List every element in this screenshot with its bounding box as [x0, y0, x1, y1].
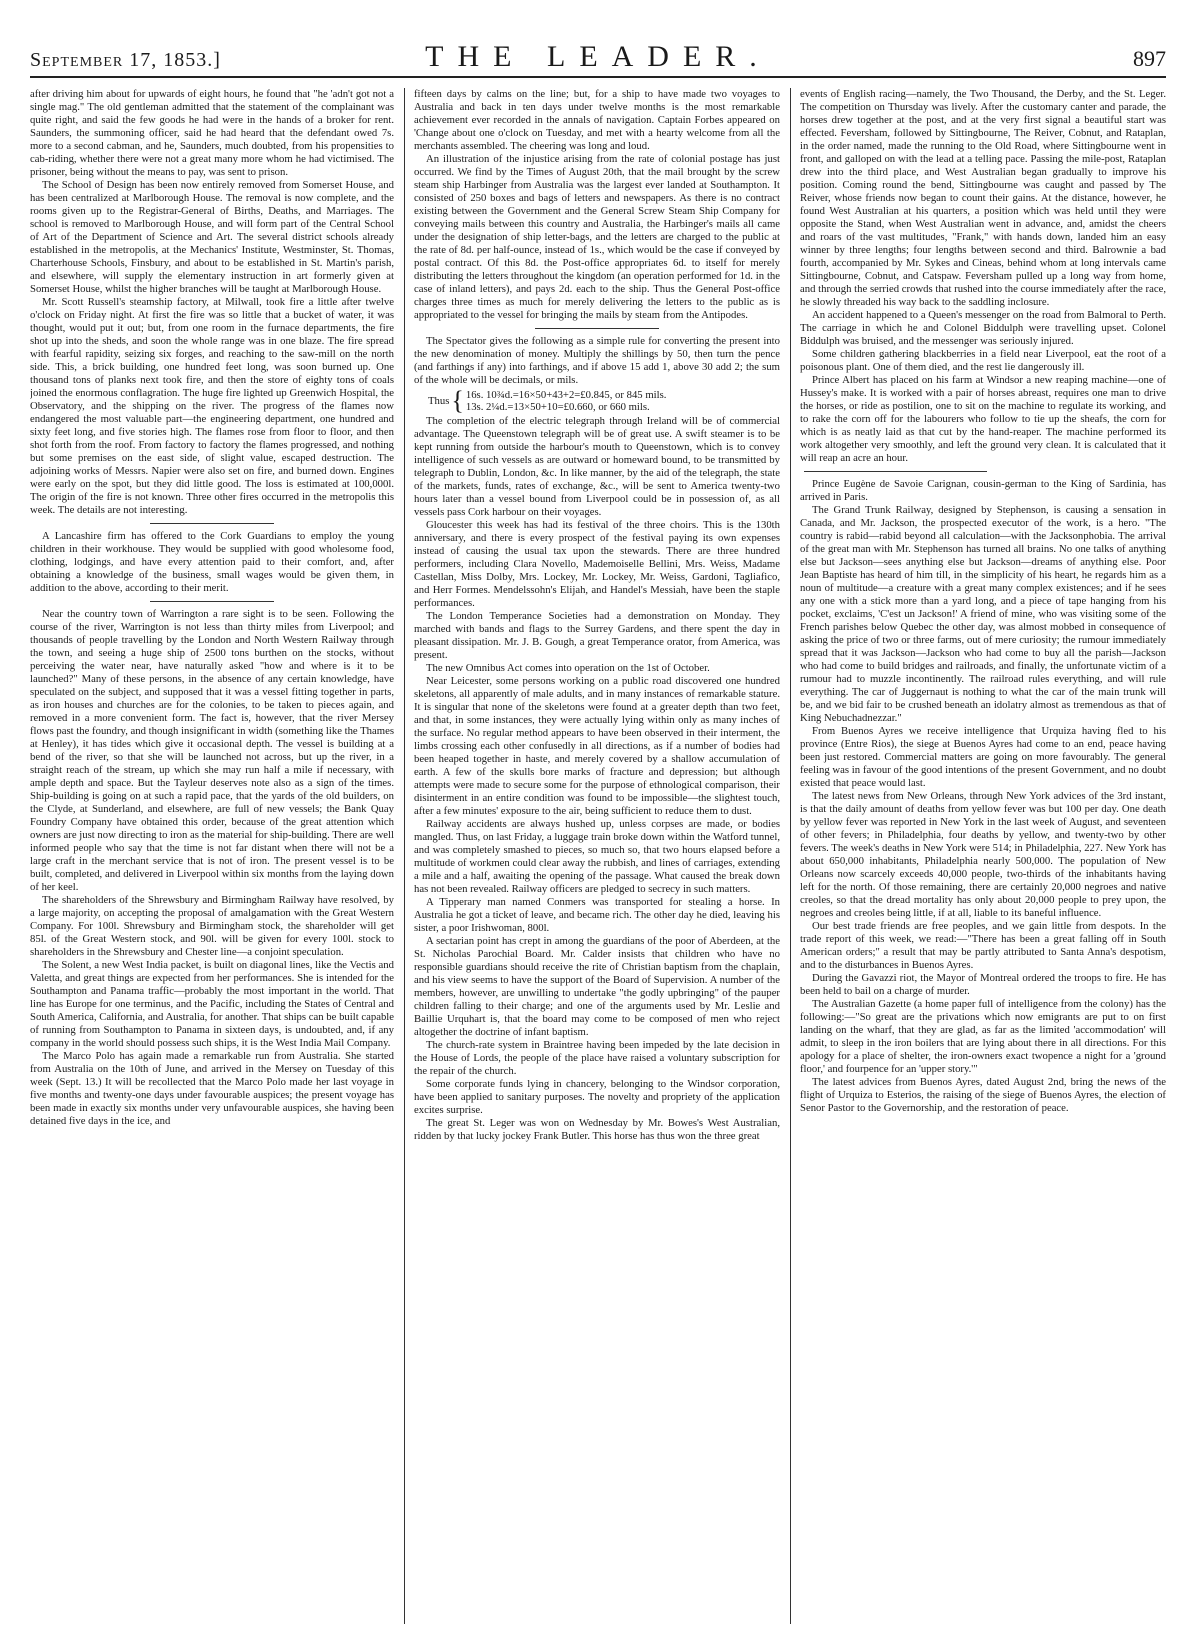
- article-paragraph: fifteen days by calms on the line; but, for a ship to have made two voyages to Australia and back in ten days under twelve months is the most remarkable achievement ever recorded in the annals of navigation. Captain Forbes appeared on 'Change about one o'clock on Tuesday, and met with a hearty welcome from all the merchants assembled. The cheering was long and loud.: [414, 88, 780, 152]
- column-rule: [404, 88, 405, 1624]
- article-paragraph: An illustration of the injustice arising from the rate of colonial postage has just occurred. We find by the Times of August 20th, that the mail brought by the screw steam ship Harbinger from Australia was the largest ever landed at Southampton. It consisted of 250 boxes and bags of letters and newspapers. As there is no contract existing between the Government and the General Screw Steam Ship Company for conveying mails between this country and Australia, the Harbinger's mails all came under the designation of ship letter-bags, and the letters are charged to the public at the rate of 8d. per half-ounce, instead of 1s., which would be the case if conveyed by postal contract. Of this 8d. the Post-office appropriates 6d. to itself for merely distributing the letters throughout the kingdom (an operation performed for 1d. in the case of inland letters), and pays 2d. each to the ship. Thus the General Post-office charges three times as much for merely delivering the letters to the public as is appropriated to the vessel for bringing the mails by steam from the Antipodes.: [414, 153, 780, 321]
- page-number: 897: [1133, 46, 1166, 71]
- article-paragraph: The Grand Trunk Railway, designed by Stephenson, is causing a sensation in Canada, and Mr. Jackson, the prospected executor of the work, is a hero. "The country is rabid—rabid beyond all calculation—with the Jacksonphobia. The arrival of the great man with Mr. Stephenson has turned all brains. No one talks of anything else but Jackson—sees anything else but Jackson—dreams of anything else. Poor Jean Baptiste has heard of him till, in the simplicity of his heart, he regards him as a noun of multitude—a creature with a great many complex existences; and if he sees any one with a stick more than a yard long, and a piece of tape hanging from his pocket, exclaims, 'C'est un Jackson!' A friend of mine, who was visiting some of the French parishes below Quebec the other day, was almost mobbed in consequence of asking the price of two or three farms, out of mere curiosity; the rumour immediately spread that it was Jackson—Jackson who had come to buy all the parish—Jackson who had come to build bridges and railroads, and finally, the unfortunate victim of a rumour had to muzzle incontinently. The railroad rules everything, and will rule everything. The car of Juggernaut is nothing to what the car of the main trunk will be, and we bid fair to be crushed beneath an idolatry almost as tremendous as that of King Nebuchadnezzar.": [800, 504, 1166, 724]
- page-header: [30, 40, 1166, 78]
- formula-label: Thus: [428, 394, 450, 407]
- section-divider: [535, 328, 659, 329]
- formula-lines: [466, 389, 667, 413]
- article-paragraph: An accident happened to a Queen's messenger on the road from Balmoral to Perth. The carriage in which he and Colonel Biddulph were travelling upset. Colonel Biddulph was bruised, and the messenger was seriously injured.: [800, 309, 1166, 347]
- section-divider: [150, 601, 274, 602]
- section-divider: [804, 471, 987, 472]
- article-paragraph: The London Temperance Societies had a demonstration on Monday. They marched with bands and flags to the Surrey Gardens, and there spent the day in pleasant dissipation. Mr. J. B. Gough, a great Temperance orator, from America, was present.: [414, 610, 780, 661]
- article-paragraph: Near Leicester, some persons working on a public road discovered one hundred skeletons, all apparently of male adults, and in many instances of remarkable stature. It is singular that none of the skeletons were found at a greater depth than two feet, and that, in some instances, they were actually lying within only as many inches of the surface. No regular method appears to have been observed in their interment, the limbs crossing each other confusedly in all directions, as if a number of bodies had been heaped together in haste, and merely covered by a shallow accumulation of earth. A few of the skulls bore marks of fracture and depression; but although attempts were made to secure some for the purpose of ethnological comparison, their disinterment in an entire condition was found to be impossible—the slightest touch, after a few minutes' exposure to the air, being sufficient to reduce them to dust.: [414, 675, 780, 817]
- article-paragraph: A sectarian point has crept in among the guardians of the poor of Aberdeen, at the St. Nicholas Parochial Board. Mr. Calder insists that children who have no responsible guardians should receive the rite of Christian baptism from the chaplain, and his view seems to have the support of the Board of Supervision. A number of the members, however, are unwilling to undertake "the godly upbringing" of the pauper children falling to their charge; and one of the arguments used by Mr. Leslie and Baillie Urquhart is, that the board may come to be composed of men who reject altogether the doctrine of infant baptism.: [414, 935, 780, 1038]
- article-paragraph: after driving him about for upwards of eight hours, he found that "he 'adn't got not a single mag." The old gentleman admitted that the statement of the complainant was quite right, and said the few goods he had were in the hands of a broker for rent. Saunders, the summoning officer, said he had heard that the defendant owed 7s. more to a second cabman, and he, Saunders, much doubted, from his propensities to cab-riding, whether there were not a great many more whom he had victimised. The prisoner, being without the means to pay, was sent to prison.: [30, 88, 394, 178]
- article-paragraph: Mr. Scott Russell's steamship factory, at Milwall, took fire a little after twelve o'clock on Friday night. At first the fire was so little that a bucket of water, it was thought, would put it out; but, from one room in the furnace departments, the fire shot up into the sheds, and soon the whole range was in one blaze. The fire spread with fearful rapidity, seizing six forges, and reaching to the saw-mill on the north side. This, a brick building, one hundred feet long, was soon burned up. One thousand tons of planks next took fire, and then the store of eighty tons of coals joined the enormous conflagration. The huge fire lighted up Greenwich Hospital, the Observatory, and the shipping on the river. The progress of the flames now endangered the most valuable part—the engineering department, one hundred and sixty feet long, and five stories high. The flames rose from floor to floor, and then shot forth from the roof. From factory to factory the flames progressed, and nothing but some premises on the east side, of slight value, escaped destruction. The adjoining works of Messrs. Napier were also set on fire, and burned down. Engines were early on the spot, but they did little good. The loss is estimated at 100,000l. The origin of the fire is not known. Three other fires occurred in the metropolis this week. The details are not interesting.: [30, 296, 394, 516]
- newspaper-title: THE LEADER.: [425, 40, 771, 73]
- article-paragraph: Gloucester this week has had its festival of the three choirs. This is the 130th anniversary, and there is every prospect of the festival paying its own expenses instead of causing the usual tax upon the stewards. There are three hundred performers, including Clara Novello, Mademoiselle Bellini, Mrs. Weiss, Madame Castellan, Miss Dolby, Mrs. Lockey, Mr. Lockey, Mr. Weiss, Gardoni, Tagliafico, and Herr Formes. Mendelssohn's Elijah, and Handel's Messiah, have been the staple performances.: [414, 519, 780, 609]
- formula-line: 13s. 2¼d.=13×50+10=£0.660, or 660 mils.: [465, 401, 650, 413]
- article-paragraph: Some corporate funds lying in chancery, belonging to the Windsor corporation, have been applied to sanitary purposes. The novelty and propriety of the application excites surprise.: [414, 1078, 780, 1116]
- column-rule: [790, 88, 791, 1624]
- article-paragraph: Near the country town of Warrington a rare sight is to be seen. Following the course of the river, Warrington is not less than thirty miles from Liverpool; and thousands of people travelling by the London and North Western Railway through the town, and seeing a huge ship of 2500 tons burthen on the stocks, without perceiving the water near, have naturally asked "how and where is it to be launched?" Many of these persons, in the absence of any certain knowledge, have speculated on the subject, and supposed that it was a vessel fitting together in parts, as iron houses and churches are for the colonies, to be taken to pieces again, and removed in a more convenient form. The fact is, however, that the river Mersey flows past the foundry, and though insignificant in width (something like the Thames at Henley), it has tides which give it occasional depth. The vessel is building at a bend of the river, so that she will be launched not across, but up the river, in a straight reach of the stream, up which she may run half a mile if necessary, with ample depth and space. But the Tayleur deserves note also as a sign of the times. Ship-building is going on at such a rapid pace, that the yards of the old builders, on the Clyde, at Sunderland, and elsewhere, are full of new vessels; the Bank Quay Foundry Company have obtained this order, because of the great attention which owners are just now directing to iron as the material for ship-building. There are well informed people who say that the time is not far distant when there will not be a large craft in the merchant service that is not of iron. The present vessel is to be built, completed, and delivered in Liverpool within six months from the laying down of her keel.: [30, 608, 394, 893]
- section-divider: [150, 523, 274, 524]
- article-paragraph: The School of Design has been now entirely removed from Somerset House, and has been centralized at Marlborough House. The removal is now complete, and the rooms given up to the Registrar-General of Births, Deaths, and Marriages. The school is removed to Marlborough House, and will form part of the Central School of Art of the Department of Science and Art. The several district schools already established in the metropolis, at the Mechanics' Institute, Westminster, St. Thomas, Charterhouse Schools, Finsbury, and about to be established in St. Martin's parish, and elsewhere, will supply the elementary instruction in art formerly given at Somerset House, whilst the higher branches will be taught at Marlborough House.: [30, 179, 394, 295]
- article-paragraph: The Marco Polo has again made a remarkable run from Australia. She started from Australia on the 10th of June, and arrived in the Mersey on Tuesday of this week (Sept. 13.) It will be recollected that the Marco Polo made her last voyage in five months and twenty-one days under favourable auspices; the present voyage has been made in exactly six months under very unfavourable auspices, she having been detained five days in the ice, and: [30, 1050, 394, 1127]
- article-paragraph: The Spectator gives the following as a simple rule for converting the present into the new denomination of money. Multiply the shillings by 50, then turn the pence (and farthings if any) into farthings, and if above 15 add 1, above 30 add 2; the sum of the whole will be decimals, or mils.: [414, 335, 780, 386]
- column-2: [414, 88, 780, 1624]
- article-paragraph: The new Omnibus Act comes into operation on the 1st of October.: [426, 662, 710, 674]
- brace-icon: {: [451, 386, 464, 415]
- article-paragraph: Our best trade friends are free peoples, and we gain little from despots. In the trade report of this week, we read:—"There has been a great falling off in South American orders;" a result that may be partly attributed to Santa Anna's despotism, and to the disturbances in Buenos Ayres.: [800, 920, 1166, 971]
- issue-date: September 17, 1853.]: [30, 49, 221, 71]
- money-conversion-formula: [428, 386, 780, 415]
- article-paragraph: The Australian Gazette (a home paper full of intelligence from the colony) has the following:—"So great are the privations which now emigrants are put to on first landing on the wharf, that they are glad, as far as the limited 'accommodation' will admit, to sleep in the iron boilers that are lying about there in all directions. For this apology for a place of shelter, the iron-owners exact twopence a night for a 'ground floor,' and fourpence for an 'upper story.'": [800, 998, 1166, 1075]
- column-3: [800, 88, 1166, 1624]
- article-paragraph: The church-rate system in Braintree having been impeded by the late decision in the House of Lords, the people of the place have raised a voluntary subscription for the repair of the church.: [414, 1039, 780, 1077]
- article-paragraph: Railway accidents are always hushed up, unless corpses are made, or bodies mangled. Thus, on last Friday, a luggage train broke down within the Watford tunnel, and was completely smashed to pieces, so much so, that two hours elapsed before a multitude of workmen could clear away the rubbish, and lines of carriages, extending a mile and a half, awaiting the opening of the passage. What caused the break down has not been revealed. Railway officers are pledged to secrecy in such matters.: [414, 818, 780, 895]
- article-paragraph: The great St. Leger was won on Wednesday by Mr. Bowes's West Australian, ridden by that lucky jockey Frank Butler. This horse has thus won the three great: [414, 1117, 780, 1142]
- article-paragraph: The completion of the electric telegraph through Ireland will be of commercial advantage. The Queenstown telegraph will be of great use. A swift steamer is to be kept running from outside the harbour's mouth to Queenstown, which is to convey intelligence of such vessels as are outward or homeward bound, to be transmitted by telegraph to Dublin, London, &c. In like manner, by the aid of the telegraph, the state of the markets, funds, rates of exchange, &c., will be sent to America twenty-two hours later than a vessel bound from Liverpool could be in possession of, as all vessels pass Cork harbour on their voyages.: [414, 415, 780, 518]
- article-paragraph: During the Gavazzi riot, the Mayor of Montreal ordered the troops to fire. He has been held to bail on a charge of murder.: [800, 972, 1166, 997]
- column-1: [30, 88, 394, 1624]
- article-paragraph: The latest news from New Orleans, through New York advices of the 3rd instant, is that the daily amount of deaths from yellow fever was but 100 per day. One death by yellow fever was reported in New York in the last week of August, and seventeen of other fevers; in Philadelphia, four deaths by yellow, and twenty-two by other fevers. The week's deaths in New York were 514; in Philadelphia, 227. New York has about 650,000 inhabitants, Philadelphia nearly 500,000. The population of New Orleans now scarcely exceeds 40,000 people, two-thirds of the inhabitants having left for the north. Of those remaining, there are certainly 20,000 negroes and native creoles, so that the dread mortality has only about 20,000 people to prey upon, the negroes and creoles being little, if at all, liable to its baneful influence.: [800, 790, 1166, 919]
- article-paragraph: From Buenos Ayres we receive intelligence that Urquiza having fled to his province (Entre Rios), the siege at Buenos Ayres had come to an end, peace having been just restored. Commercial matters are going on more favourably. The general feeling was in favour of the good intentions of the present Government, and no doubt existed that peace would last.: [800, 725, 1166, 789]
- article-paragraph: Prince Eugène de Savoie Carignan, cousin-german to the King of Sardinia, has arrived in Paris.: [800, 478, 1166, 503]
- formula-line: 16s. 10¾d.=16×50+43+2=£0.845, or 845 mils.: [465, 389, 667, 401]
- article-paragraph: The shareholders of the Shrewsbury and Birmingham Railway have resolved, by a large majority, on accepting the proposal of amalgamation with the Great Western Company. For 100l. Shrewsbury and Birmingham stock, the shareholder will get 85l. of the Great Western stock, and 90l. will be given for every 100l. stock to shareholders in the Shrewsbury and Chester line—a conjoint speculation.: [30, 894, 394, 958]
- article-paragraph: A Tipperary man named Conmers was transported for stealing a horse. In Australia he got a ticket of leave, and became rich. The other day he died, leaving his sister, a poor Irishwoman, 800l.: [414, 896, 780, 934]
- article-paragraph: The Solent, a new West India packet, is built on diagonal lines, like the Vectis and Valetta, and great things are expected from her performances. She is intended for the Southampton and Panama traffic—probably the most important in the world. That line has Europe for one terminus, and the Pacific, including the States of Central and South America, California, and Australia, for another. That ships can be built capable of running from Southampton to Panama in sixteen days, is undoubted, and, if any company in the world should possess such ships, it is the West India Mail Company.: [30, 959, 394, 1049]
- article-paragraph: events of English racing—namely, the Two Thousand, the Derby, and the St. Leger. The competition on Thursday was lively. After the customary canter and parade, the horses drew together at the post, and at the very first signal a beautiful start was effected. Feversham, followed by Sittingbourne, The Reiver, Cobnut, and Rataplan, in the order named, made the running to the Old Road, where Sittingbourne went in front, and galloped on with the lead at a telling pace. Passing the mile-post, Rataplan drew into the third place, and West Australian began gradually to improve his position. Coming round the bend, Sittingbourne was caught and passed by The Reiver, whose friends now began to count their gains. At the distance, however, he found West Australian at his quarters, a position which was held until they were opposite the Stand, when West Australian went in advance, and, amidst the cheers and roars of the vast multitudes, "Frank," with hands down, landed him an easy winner by three lengths; four lengths between second and third. Balrownie a bad fourth, accompanied by Mr. Sykes and Cineas, behind whom at long intervals came Sittingbourne, Cobnut, and Catspaw. Feversham pulled up a long way from home, and through the serried crowds that rushed into the course immediately after the race, he slowly threaded his way back to the saddling inclosure.: [800, 88, 1166, 308]
- article-paragraph: The latest advices from Buenos Ayres, dated August 2nd, bring the news of the flight of Urquiza to Esterios, the raising of the siege of Buenos Ayres, the election of Senor Pastor to the Governorship, and the restoration of peace.: [800, 1076, 1166, 1114]
- article-paragraph: Prince Albert has placed on his farm at Windsor a new reaping machine—one of Hussey's make. It is worked with a pair of horses abreast, requires one man to drive the horses, or ride as postilion, one to sit on the machine to regulate its working, and to rake the corn off for the labourers who follow to tie up the sheafs, the corn for which is as neatly laid as that cut by the hand-reaper. The machine performed its work altogether very smoothly, and left the ground very clean. It is calculated that it will reap an acre an hour.: [800, 374, 1166, 464]
- article-paragraph: Some children gathering blackberries in a field near Liverpool, eat the root of a poisonous plant. One of them died, and the rest lie dangerously ill.: [800, 348, 1166, 373]
- article-paragraph: A Lancashire firm has offered to the Cork Guardians to employ the young children in their workhouse. They would be supplied with good wholesome food, clothing, lodgings, and have every attention paid to their comfort, and, after obtaining a knowledge of the business, small wages would be given them, in addition to the above, according to their merit.: [30, 530, 394, 594]
